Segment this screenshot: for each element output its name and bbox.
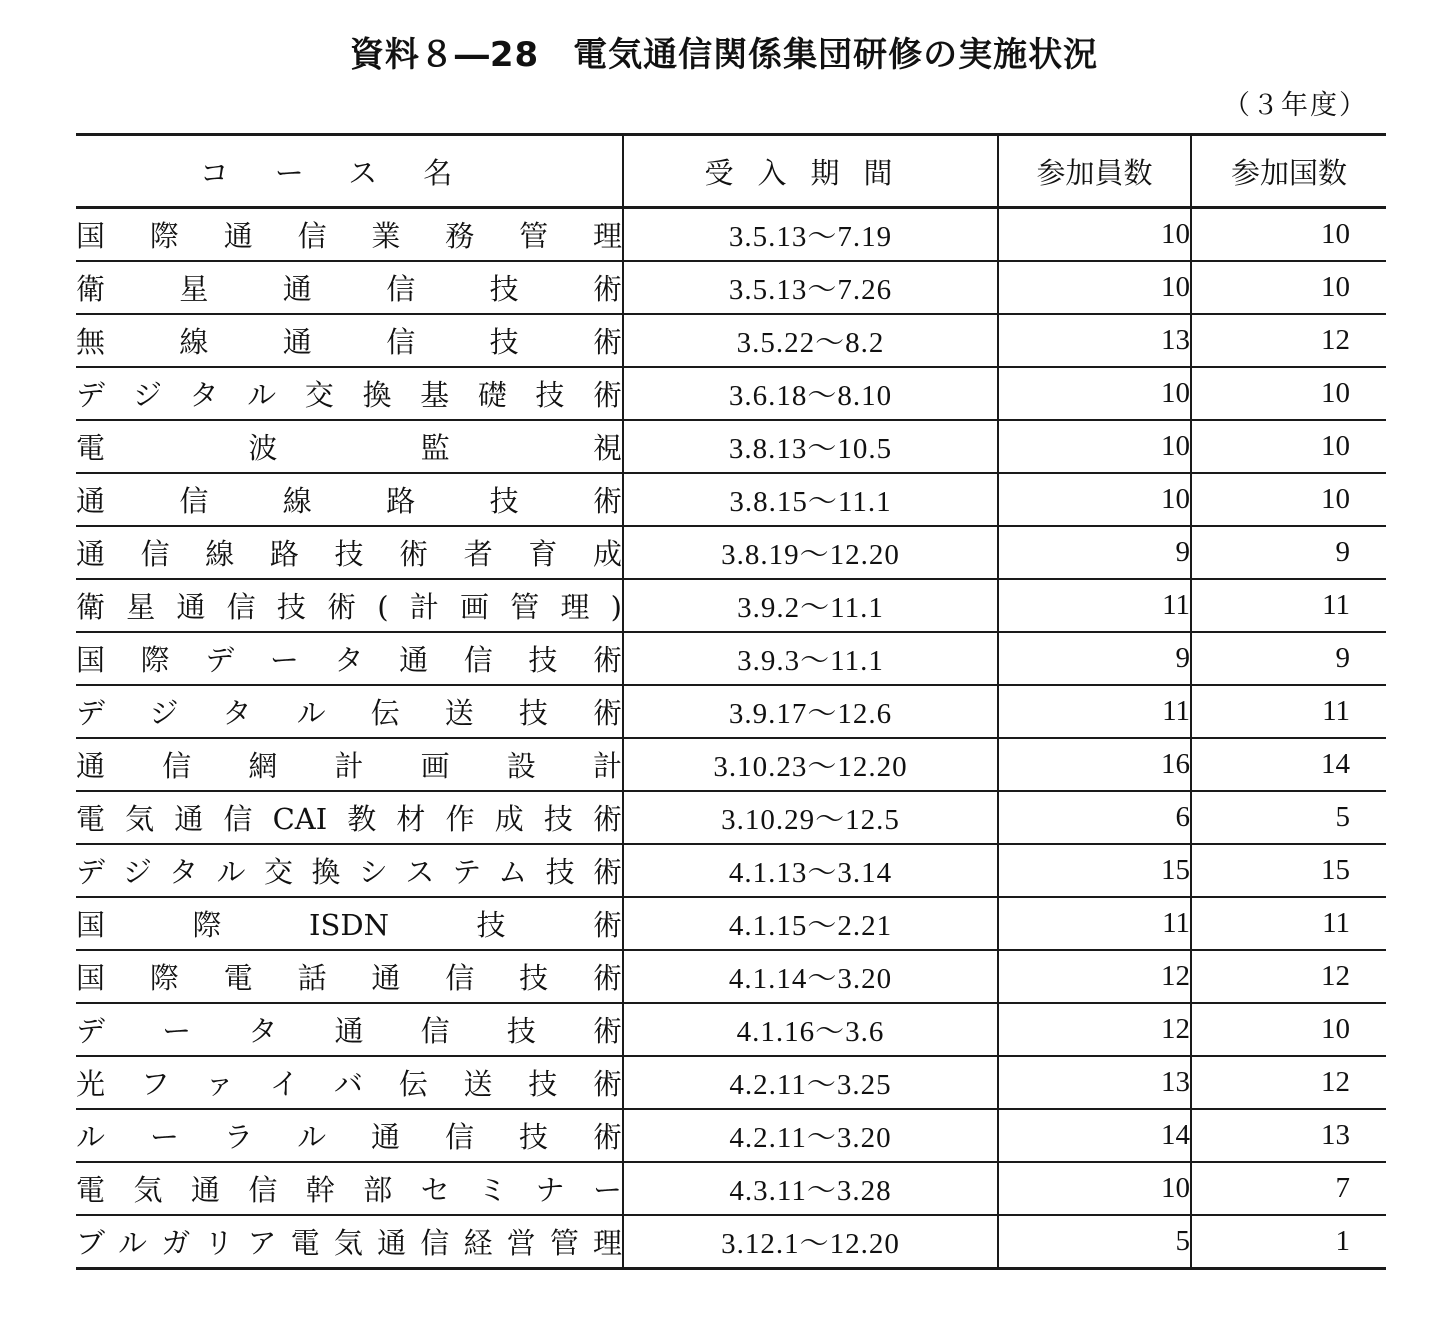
members-cell: 16 <box>998 738 1191 791</box>
table-row <box>76 261 1386 314</box>
table-row <box>76 738 1386 791</box>
course-name-cell: 通信網計画設計 <box>76 738 623 791</box>
course-name-cell: 国際データ通信技術 <box>76 632 623 685</box>
course-name-cell: 衛星通信技術(計画管理) <box>76 579 623 632</box>
members-cell: 13 <box>998 314 1191 367</box>
period-cell: 4.3.11～3.28 <box>623 1162 998 1215</box>
table-row <box>76 1162 1386 1215</box>
countries-cell: 11 <box>1191 685 1386 738</box>
table-row <box>76 579 1386 632</box>
members-cell: 10 <box>998 420 1191 473</box>
countries-cell: 7 <box>1191 1162 1386 1215</box>
members-cell: 11 <box>998 685 1191 738</box>
countries-cell: 11 <box>1191 897 1386 950</box>
header-course-name: コース名 <box>76 135 623 208</box>
countries-cell: 15 <box>1191 844 1386 897</box>
period-cell: 3.9.2～11.1 <box>623 579 998 632</box>
course-name-cell: 電気通信幹部セミナー <box>76 1162 623 1215</box>
table-header-row <box>76 135 1386 208</box>
countries-cell: 11 <box>1191 579 1386 632</box>
members-cell: 6 <box>998 791 1191 844</box>
table-row <box>76 473 1386 526</box>
countries-cell: 5 <box>1191 791 1386 844</box>
table-row <box>76 1056 1386 1109</box>
course-name-cell: デジタル交換システム技術 <box>76 844 623 897</box>
course-name-cell: ルーラル通信技術 <box>76 1109 623 1162</box>
members-cell: 10 <box>998 1162 1191 1215</box>
period-cell: 3.10.29～12.5 <box>623 791 998 844</box>
countries-cell: 1 <box>1191 1215 1386 1269</box>
course-name-cell: 国際電話通信技術 <box>76 950 623 1003</box>
countries-cell: 12 <box>1191 950 1386 1003</box>
table-row <box>76 367 1386 420</box>
title-number: 資料８―28 <box>349 35 540 75</box>
members-cell: 10 <box>998 208 1191 262</box>
members-cell: 10 <box>998 261 1191 314</box>
table-row <box>76 526 1386 579</box>
course-name-cell: 電気通信CAI教材作成技術 <box>76 791 623 844</box>
table-body <box>76 208 1386 1269</box>
header-period: 受入期間 <box>623 135 998 208</box>
course-name-cell: 電波監視 <box>76 420 623 473</box>
period-cell: 3.6.18～8.10 <box>623 367 998 420</box>
period-cell: 3.12.1～12.20 <box>623 1215 998 1269</box>
period-cell: 3.8.19～12.20 <box>623 526 998 579</box>
period-cell: 3.9.17～12.6 <box>623 685 998 738</box>
period-cell: 3.10.23～12.20 <box>623 738 998 791</box>
countries-cell: 12 <box>1191 1056 1386 1109</box>
table-row <box>76 1109 1386 1162</box>
members-cell: 15 <box>998 844 1191 897</box>
members-cell: 13 <box>998 1056 1191 1109</box>
countries-cell: 10 <box>1191 473 1386 526</box>
period-cell: 4.1.14～3.20 <box>623 950 998 1003</box>
countries-cell: 13 <box>1191 1109 1386 1162</box>
period-cell: 4.1.16～3.6 <box>623 1003 998 1056</box>
table-row <box>76 632 1386 685</box>
period-cell: 3.8.15～11.1 <box>623 473 998 526</box>
course-name-cell: 衛星通信技術 <box>76 261 623 314</box>
countries-cell: 10 <box>1191 261 1386 314</box>
members-cell: 14 <box>998 1109 1191 1162</box>
training-table <box>76 133 1386 1270</box>
header-members: 参加員数 <box>998 135 1191 208</box>
members-cell: 12 <box>998 1003 1191 1056</box>
members-cell: 11 <box>998 579 1191 632</box>
members-cell: 10 <box>998 367 1191 420</box>
course-name-cell: ブルガリア電気通信経営管理 <box>76 1215 623 1269</box>
countries-cell: 10 <box>1191 1003 1386 1056</box>
countries-cell: 12 <box>1191 314 1386 367</box>
table-row <box>76 897 1386 950</box>
period-cell: 3.5.22～8.2 <box>623 314 998 367</box>
table-row <box>76 1003 1386 1056</box>
table-row <box>76 844 1386 897</box>
members-cell: 10 <box>998 473 1191 526</box>
course-name-cell: 国際ISDN技術 <box>76 897 623 950</box>
period-cell: 4.1.13～3.14 <box>623 844 998 897</box>
course-name-cell: デジタル交換基礎技術 <box>76 367 623 420</box>
course-name-cell: 国際通信業務管理 <box>76 208 623 262</box>
members-cell: 9 <box>998 632 1191 685</box>
countries-cell: 10 <box>1191 367 1386 420</box>
period-cell: 3.5.13～7.19 <box>623 208 998 262</box>
document-title <box>0 30 1448 80</box>
table-row <box>76 685 1386 738</box>
table-row <box>76 314 1386 367</box>
countries-cell: 10 <box>1191 208 1386 262</box>
course-name-cell: データ通信技術 <box>76 1003 623 1056</box>
period-cell: 4.2.11～3.20 <box>623 1109 998 1162</box>
course-name-cell: 無線通信技術 <box>76 314 623 367</box>
countries-cell: 9 <box>1191 526 1386 579</box>
period-cell: 3.5.13～7.26 <box>623 261 998 314</box>
table-row <box>76 420 1386 473</box>
countries-cell: 10 <box>1191 420 1386 473</box>
course-name-cell: 通信線路技術 <box>76 473 623 526</box>
period-cell: 4.2.11～3.25 <box>623 1056 998 1109</box>
members-cell: 11 <box>998 897 1191 950</box>
table-row <box>76 791 1386 844</box>
members-cell: 5 <box>998 1215 1191 1269</box>
members-cell: 9 <box>998 526 1191 579</box>
table-row <box>76 950 1386 1003</box>
course-name-cell: 通信線路技術者育成 <box>76 526 623 579</box>
countries-cell: 14 <box>1191 738 1386 791</box>
course-name-cell: 光ファイバ伝送技術 <box>76 1056 623 1109</box>
course-name-cell: デジタル伝送技術 <box>76 685 623 738</box>
period-cell: 4.1.15～2.21 <box>623 897 998 950</box>
members-cell: 12 <box>998 950 1191 1003</box>
table-row <box>76 1215 1386 1269</box>
period-cell: 3.8.13～10.5 <box>623 420 998 473</box>
table-row <box>76 208 1386 262</box>
countries-cell: 9 <box>1191 632 1386 685</box>
title-text: 電気通信関係集団研修の実施状況 <box>573 35 1099 75</box>
period-cell: 3.9.3～11.1 <box>623 632 998 685</box>
header-countries: 参加国数 <box>1191 135 1386 208</box>
fiscal-year-note: （３年度） <box>1223 90 1368 121</box>
